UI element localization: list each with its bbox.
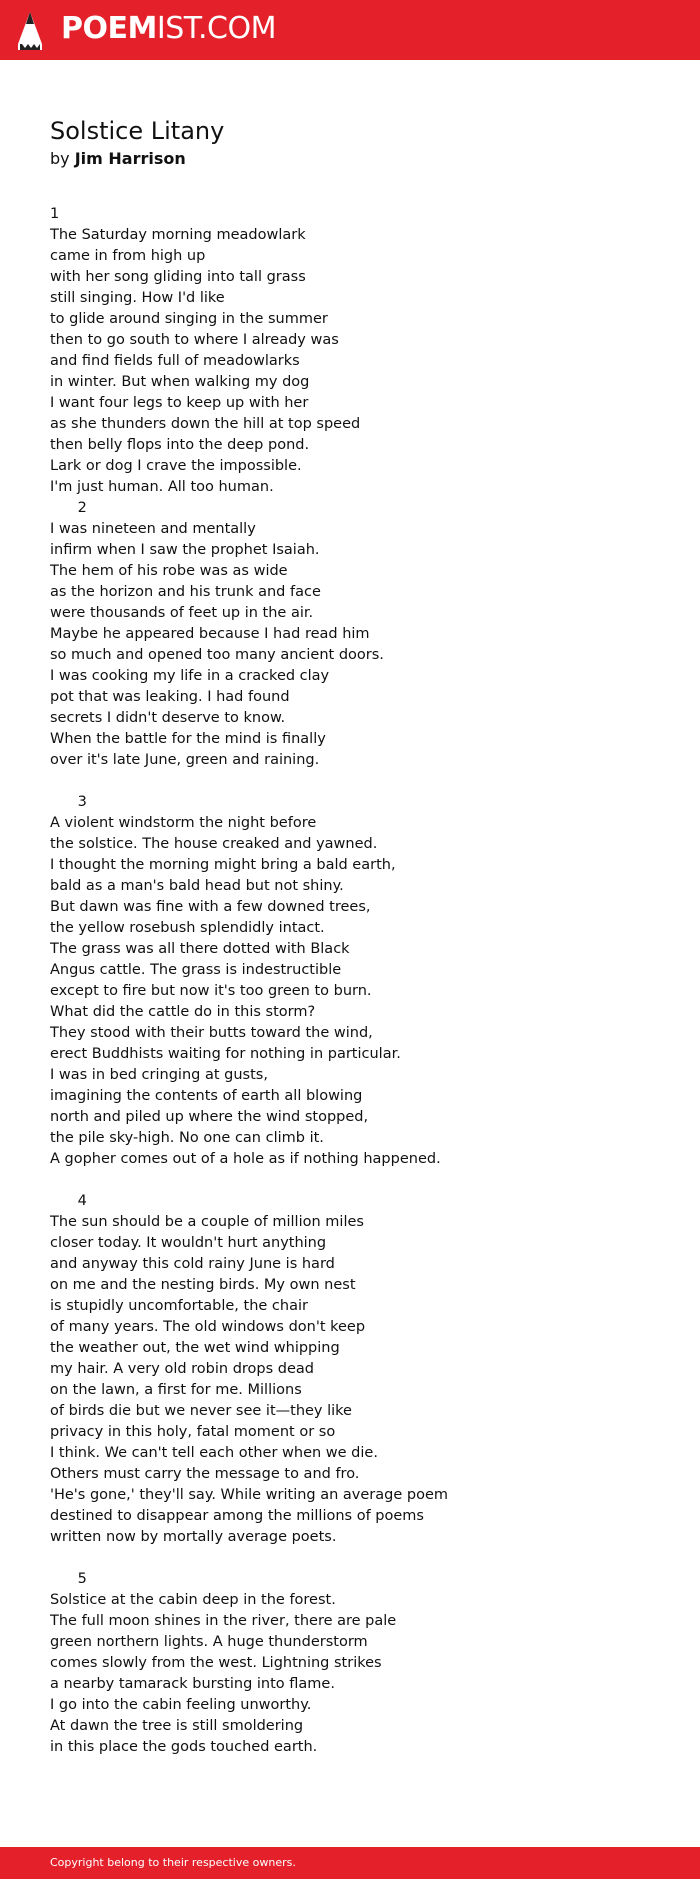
- poem-author: Jim Harrison: [74, 149, 186, 168]
- poem-line: imagining the contents of earth all blowing: [50, 1088, 363, 1104]
- poem-line: comes slowly from the west. Lightning strikes: [50, 1655, 382, 1671]
- poem-line: the pile sky-high. No one can climb it.: [50, 1130, 324, 1146]
- poem-line: came in from high up: [50, 248, 206, 264]
- poem-line: Others must carry the message to and fro.: [50, 1466, 360, 1482]
- poem-line: I go into the cabin feeling unworthy.: [50, 1697, 312, 1713]
- poem-line: to glide around singing in the summer: [50, 311, 328, 327]
- poem-line: and find fields full of meadowlarks: [50, 353, 300, 369]
- poem-line: 1: [50, 206, 60, 222]
- poem-line: as the horizon and his trunk and face: [50, 584, 321, 600]
- poem-line: the weather out, the wet wind whipping: [50, 1340, 340, 1356]
- poem-line: so much and opened too many ancient doors.: [50, 647, 384, 663]
- poem-line: my hair. A very old robin drops dead: [50, 1361, 315, 1377]
- poem-line: Solstice at the cabin deep in the forest.: [50, 1592, 336, 1608]
- poem-line: bald as a man's bald head but not shiny.: [50, 878, 344, 894]
- poem-line: except to fire but now it's too green to burn.: [50, 983, 372, 999]
- copyright-text: Copyright belong to their respective owners.: [50, 1856, 296, 1869]
- poem-title: Solstice Litany: [50, 117, 225, 145]
- poem-line: [50, 1548, 670, 1569]
- poem-line: on me and the nesting birds. My own nest: [50, 1277, 356, 1293]
- poem-line: secrets I didn't deserve to know.: [50, 710, 286, 726]
- logo-bold-text: POEM: [61, 11, 157, 46]
- poem-line: What did the cattle do in this storm?: [50, 1004, 316, 1020]
- poem-line: [50, 1170, 670, 1191]
- poem-line: 2: [50, 500, 87, 516]
- poem-line: 4: [50, 1193, 87, 1209]
- poem-content: [50, 114, 670, 1758]
- poem-line: 3: [50, 794, 87, 810]
- poem-line: in winter. But when walking my dog: [50, 374, 310, 390]
- poem-line: But dawn was fine with a few downed trees,: [50, 899, 371, 915]
- poem-line: The sun should be a couple of million miles: [50, 1214, 364, 1230]
- poem-line: with her song gliding into tall grass: [50, 269, 306, 285]
- poem-line: I was in bed cringing at gusts,: [50, 1067, 268, 1083]
- logo-light-text: IST.COM: [156, 11, 276, 46]
- poem-line: Maybe he appeared because I had read him: [50, 626, 370, 642]
- poem-line: A gopher comes out of a hole as if nothing happened.: [50, 1151, 441, 1167]
- poem-line: and anyway this cold rainy June is hard: [50, 1256, 335, 1272]
- poem-line: The grass was all there dotted with Black: [50, 941, 350, 957]
- poem-line: written now by mortally average poets.: [50, 1529, 337, 1545]
- poem-line: The full moon shines in the river, there are pale: [50, 1613, 397, 1629]
- poem-line: is stupidly uncomfortable, the chair: [50, 1298, 308, 1314]
- poem-line: Lark or dog I crave the impossible.: [50, 458, 302, 474]
- poem-body: [50, 204, 670, 1758]
- site-footer: [0, 1847, 700, 1879]
- poem-line: Angus cattle. The grass is indestructible: [50, 962, 342, 978]
- poem-line: I'm just human. All too human.: [50, 479, 274, 495]
- byline-prefix: by: [50, 149, 70, 168]
- poem-line: closer today. It wouldn't hurt anything: [50, 1235, 327, 1251]
- poem-line: then belly flops into the deep pond.: [50, 437, 310, 453]
- poem-line: I want four legs to keep up with her: [50, 395, 309, 411]
- poem-line: the solstice. The house creaked and yawned.: [50, 836, 378, 852]
- poem-line: green northern lights. A huge thunderstorm: [50, 1634, 368, 1650]
- poem-line: of birds die but we never see it—they like: [50, 1403, 352, 1419]
- poem-line: of many years. The old windows don't keep: [50, 1319, 366, 1335]
- poem-line: destined to disappear among the millions of poems: [50, 1508, 424, 1524]
- poem-line: The hem of his robe was as wide: [50, 563, 288, 579]
- pen-nib-icon[interactable]: [16, 10, 44, 52]
- poem-line: At dawn the tree is still smoldering: [50, 1718, 304, 1734]
- poem-byline: [50, 148, 670, 170]
- poem-line: were thousands of feet up in the air.: [50, 605, 314, 621]
- poem-line: erect Buddhists waiting for nothing in particular.: [50, 1046, 401, 1062]
- poem-line: I thought the morning might bring a bald earth,: [50, 857, 396, 873]
- poem-line: [50, 771, 670, 792]
- poem-line: I was nineteen and mentally: [50, 521, 256, 537]
- poem-line: a nearby tamarack bursting into flame.: [50, 1676, 335, 1692]
- poem-line: privacy in this holy, fatal moment or so: [50, 1424, 336, 1440]
- poem-line: 'He's gone,' they'll say. While writing an average poem: [50, 1487, 449, 1503]
- poem-line: 5: [50, 1571, 87, 1587]
- poem-line: They stood with their butts toward the wind,: [50, 1025, 373, 1041]
- poem-line: in this place the gods touched earth.: [50, 1739, 318, 1755]
- poem-line: The Saturday morning meadowlark: [50, 227, 306, 243]
- poem-line: infirm when I saw the prophet Isaiah.: [50, 542, 320, 558]
- site-logo[interactable]: [61, 11, 276, 47]
- poem-line: on the lawn, a first for me. Millions: [50, 1382, 302, 1398]
- poem-line: the yellow rosebush splendidly intact.: [50, 920, 325, 936]
- poem-line: When the battle for the mind is finally: [50, 731, 326, 747]
- poem-line: then to go south to where I already was: [50, 332, 339, 348]
- poem-line: as she thunders down the hill at top speed: [50, 416, 361, 432]
- site-header: [0, 0, 700, 60]
- poem-line: A violent windstorm the night before: [50, 815, 317, 831]
- poem-line: still singing. How I'd like: [50, 290, 225, 306]
- poem-line: I think. We can't tell each other when we die.: [50, 1445, 378, 1461]
- poem-line: over it's late June, green and raining.: [50, 752, 320, 768]
- poem-line: north and piled up where the wind stopped,: [50, 1109, 369, 1125]
- poem-line: pot that was leaking. I had found: [50, 689, 290, 705]
- poem-line: I was cooking my life in a cracked clay: [50, 668, 330, 684]
